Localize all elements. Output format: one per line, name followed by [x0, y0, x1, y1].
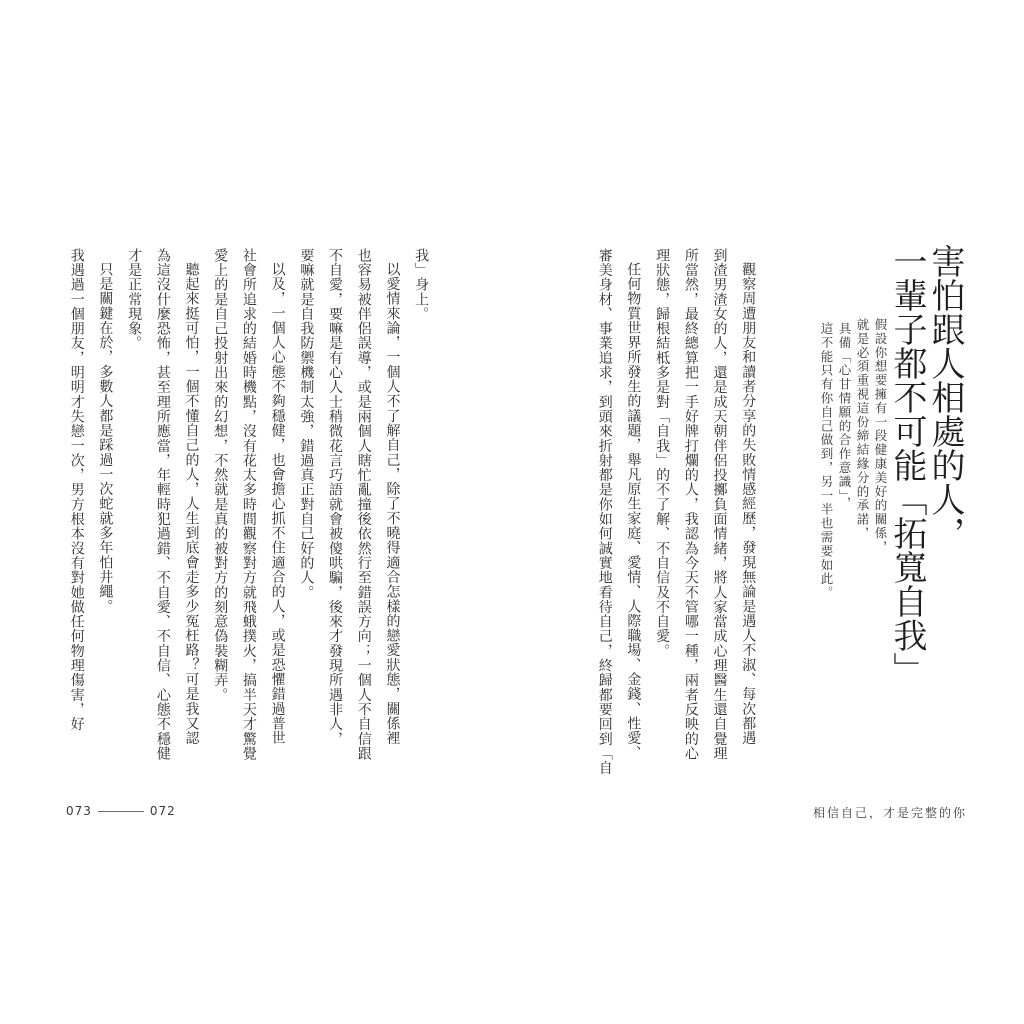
left-page-body — [62, 248, 435, 761]
subtitle-line: 假設你想要擁有一段健康美好的關係， — [873, 318, 888, 555]
body-column: 為這沒什麼恐怖，甚至理所應當，年輕時犯過錯、不自愛、不自信、心態不穩健 — [154, 248, 171, 761]
body-column: 只是關鍵在於，多數人都是踩過一次蛇就多年怕井繩。 — [97, 262, 114, 614]
body-column: 觀察周遭朋友和讀者分享的失敗情感經歷，發現無論是遇人不淑、每次都遇 — [740, 262, 757, 746]
page-number-divider — [98, 811, 144, 812]
chapter-title-line: 害怕跟人相處的人， — [925, 244, 965, 550]
body-column: 審美身材、事業追求，到頭來折射都是你如何誠實地看待自己，終歸都要回到「自 — [596, 248, 613, 776]
body-column: 到渣男渣女的人，還是成天朝伴侶投擲負面情緒，將人家當成心理醫生還自覺理 — [711, 248, 728, 761]
body-column: 愛上的是自己投射出來的幻想，不然就是真的被對方的刻意偽裝糊弄。 — [212, 248, 229, 703]
left-page-number: 073 — [66, 804, 92, 818]
body-column: 以愛情來論，一個人不了解自己，除了不曉得適合怎樣的戀愛狀態，關係裡 — [384, 262, 401, 746]
body-column: 任何物質世界所發生的議題，舉凡原生家庭、愛情、人際職場、金錢、性愛、 — [625, 262, 642, 761]
right-page-body — [590, 248, 762, 775]
body-column: 我」身上。 — [413, 248, 430, 322]
body-column: 也容易被伴侶誤導，或是兩個人瞎忙亂撞後依然行至錯誤方向；一個人不自信跟 — [355, 248, 372, 761]
subtitle-line: 就是必須重視這份締結緣分的承諾， — [855, 318, 870, 541]
right-page-number: 072 — [149, 804, 176, 818]
body-column: 才是正常現象。 — [126, 248, 143, 351]
body-column: 社會所追求的結婚時機點，沒有花太多時間觀察對方就飛蛾撲火，搞半天才驚覺 — [240, 248, 257, 761]
body-column: 不自愛，要嘛是有心人士稍微花言巧語就會被傻哄騙，後來才發現所遇非人， — [327, 248, 344, 747]
body-column: 我遇過一個朋友，明明才失戀一次，男方根本沒有對她做任何物理傷害，好 — [68, 248, 85, 732]
chapter-title — [888, 244, 964, 686]
body-column: 要嘛就是自我防禦機制太強，錯過真正對自己好的人。 — [298, 248, 315, 600]
subtitle-quote — [817, 318, 889, 600]
body-column: 以及，一個人心態不夠穩健，也會擔心抓不住適合的人，或是恐懼錯過普世 — [269, 262, 286, 746]
body-column: 聽起來挺可怕，一個不懂自己的人，人生到底會走多少冤枉路？可是我又認 — [183, 262, 200, 746]
body-column: 理狀態，歸根結柢多是對「自我」的不了解、不自信及不自愛。 — [654, 248, 671, 659]
page-numbers — [66, 804, 176, 818]
body-column: 所當然，最終總算把一手好牌打爛的人，我認為今天不管哪一種，兩者反映的心 — [682, 248, 699, 761]
chapter-title-line: 一輩子都不可能「拓寬自我」 — [887, 244, 927, 686]
subtitle-line: 具備「心甘情願的合作意識」， — [837, 322, 852, 511]
running-title: 相信自己，才是完整的你 — [813, 806, 968, 820]
subtitle-line: 這不能只有你自己做到，另一半也需要如此。 — [819, 322, 834, 600]
